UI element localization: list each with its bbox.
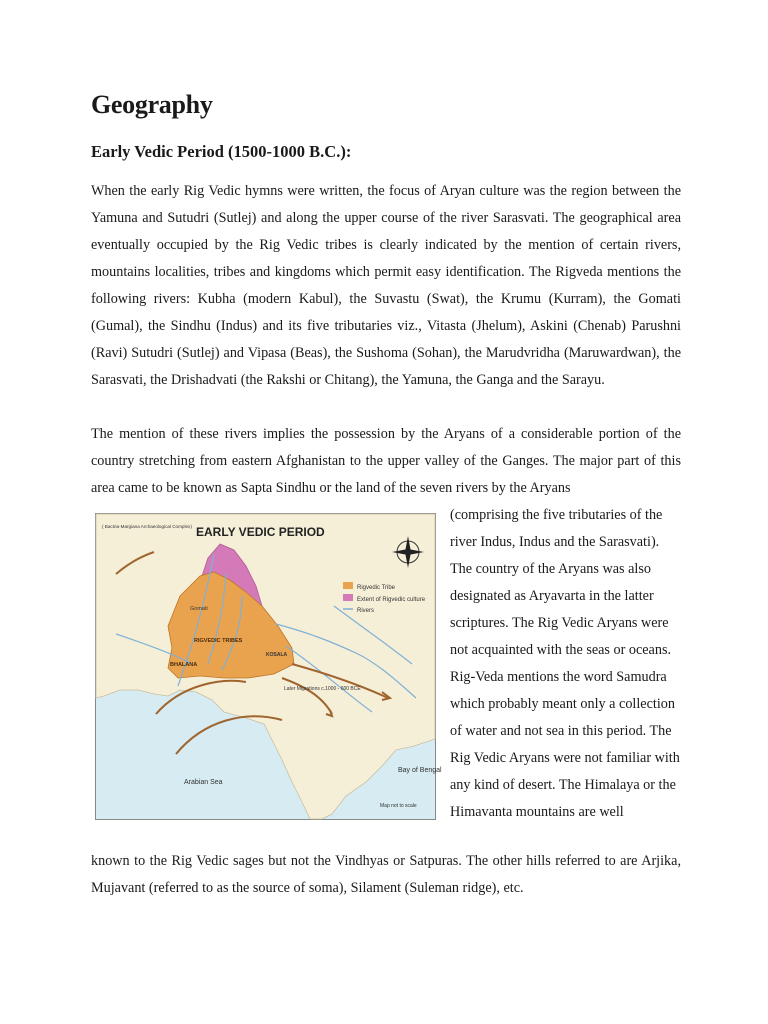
map-title: EARLY VEDIC PERIOD [196,525,325,539]
legend-rivers: Rivers [357,608,375,614]
map-note: ( Bactria-Margiana Archaeological Complex) [102,524,192,529]
legend-tribe: Rigvedic Tribe [357,585,396,591]
early-vedic-map [95,513,442,820]
label-bhalana: BHALANA [170,662,198,668]
paragraph-rivers: When the early Rig Vedic hymns were written, the focus of Aryan culture was the region between the Yamuna and Sutudri (Sutlej) and along the upper course of the river Sarasvati. The geographical area eventually occupied by the Rig Vedic tribes is clearly indicated by the mention of certain rivers, mountains localities, tribes and kingdoms which permit easy identification. The Rigveda mentions the following rivers: Kubha (modern Kabul), the Suvastu (Swat), the Krumu (Kurram), the Gomati (Gumal), the Sindhu (Indus) and its five tributaries viz., Vitasta (Jhelum), Askini (Chenab) Parushni (Ravi) Sutudri (Sutlej) and Vipasa (Beas), the Sushoma (Sohan), the Marudvridha (Maruwardwan), the Sarasvati, the Drishadvati (the Rakshi or Chitang), the Yamuna, the Ganga and the Sarayu. [91,183,681,388]
page-title: Geography [91,90,213,119]
label-gomati: Gomati [190,606,208,612]
section-heading: Early Vedic Period (1500-1000 B.C.): [91,142,352,161]
label-arabian-sea: Arabian Sea [184,779,223,786]
label-bay-of-bengal: Bay of Bengal [398,767,442,774]
label-tribes: RIGVEDIC TRIBES [194,638,243,644]
paragraph-hills: known to the Rig Vedic sages but not the Vindhyas or Satpuras. The other hills referred to are Arjika, Mujavant (referred to as the source of soma), Silament (Suleman ridge), etc. [91,853,681,896]
paragraph-aryavarta: (comprising the five tributaries of the river Indus, Indus and the Sarasvati). The country of the Aryans was also designated as Aryavarta in the latter scriptures. The Rig Vedic Aryans were not acquainted with the seas or oceans. Rig-Veda mentions the word Samudra which probably meant only a collection of water and not sea in this period. The Rig Vedic Aryans were not familiar with any kind of desert. The Himalaya or the Himavanta mountains are well [450,507,680,820]
label-scale-note: Map not to scale [380,803,417,809]
label-kosala: KOSALA [266,652,288,658]
label-later-migrations: Later Migrations c.1000 - 600 BCE [284,686,361,692]
legend-culture: Extent of Rigvedic culture [357,597,426,603]
paragraph-sapta-sindhu: The mention of these rivers implies the possession by the Aryans of a considerable portion of the country stretching from eastern Afghanistan to the upper valley of the Ganges. The major part of this area came to be known as Sapta Sindhu or the land of the seven rivers by the Aryans [91,426,681,496]
